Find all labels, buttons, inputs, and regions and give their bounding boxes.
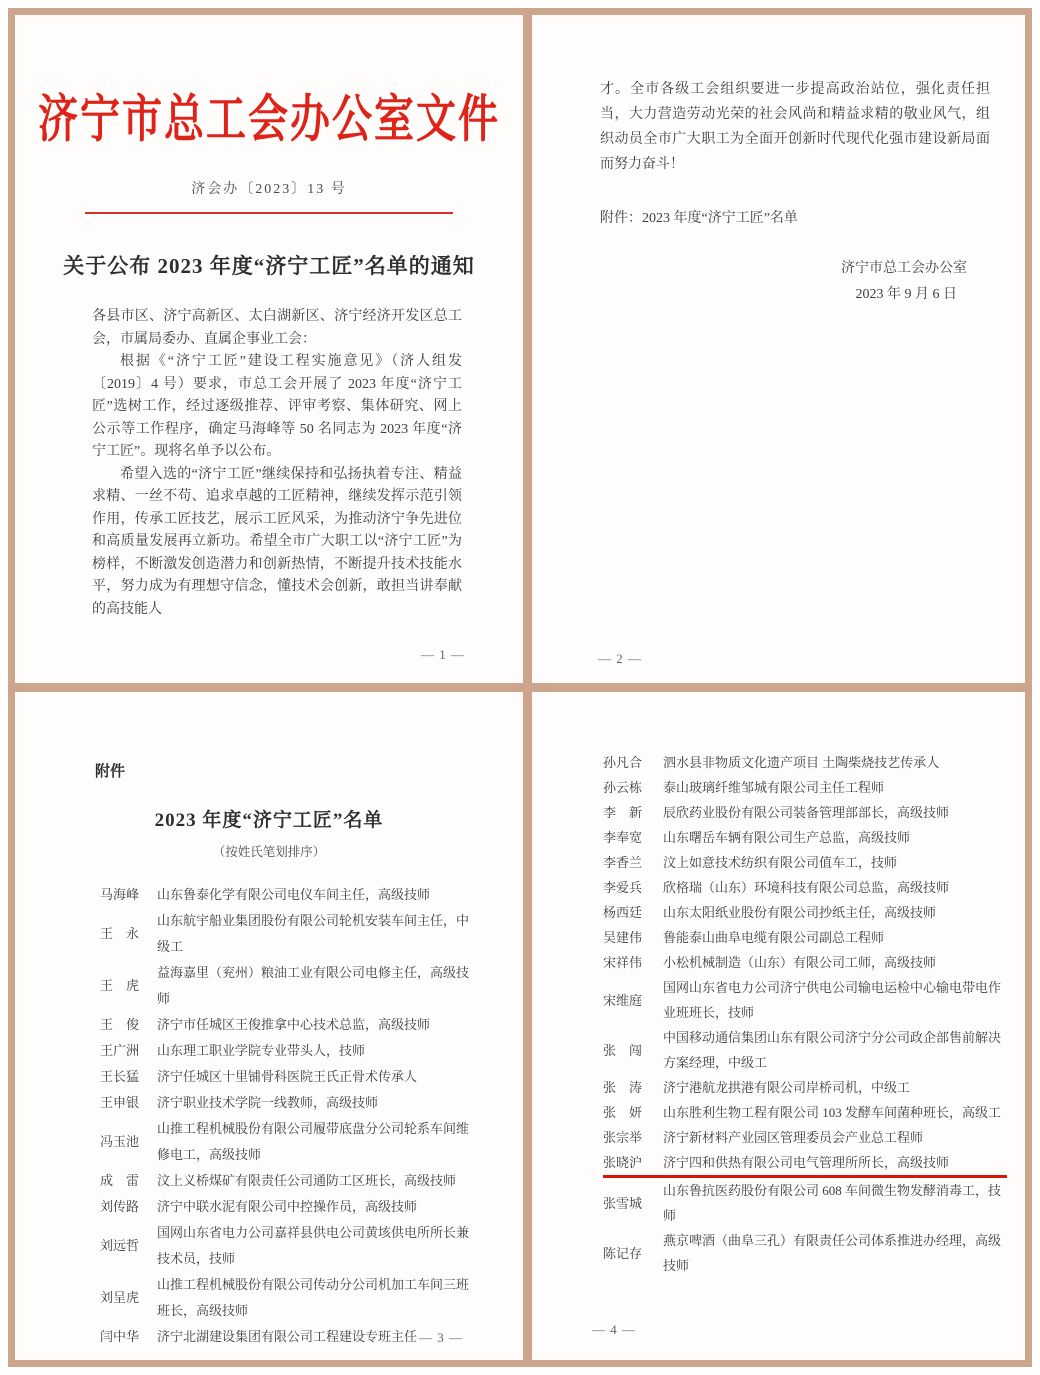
- worker-description: 辰欣药业股份有限公司装备管理部部长，高级技师: [663, 805, 950, 820]
- worker-description: 山东曙岳车辆有限公司生产总监，高级技师: [663, 830, 911, 845]
- list-item: [603, 775, 1007, 800]
- list-item: [100, 1168, 480, 1194]
- worker-description: 山东鲁泰化学有限公司电仪车间主任，高级技师: [157, 887, 431, 902]
- worker-name: 王申银: [100, 1095, 140, 1110]
- worker-description: 小松机械制造（山东）有限公司工师，高级技师: [663, 955, 937, 970]
- worker-name: 刘呈虎: [100, 1290, 140, 1305]
- paragraph: 希望入选的“济宁工匠”继续保持和弘扬执着专注、精益求精、一丝不苟、追求卓越的工匠精神，继续发挥示范引领作用，传承工匠技艺，展示工匠风采，为推动济宁争先进位和高质量发展再立新功。希望全市广大职工以“济宁工匠”为榜样，不断激发创造潜力和创新热情，不断提升技术技能水平，努力成为有理想守信念，懂技术会创新，敢担当讲奉献的高技能人: [92, 466, 462, 617]
- worker-name: 刘传路: [100, 1199, 140, 1214]
- worker-name: 孙凡合: [603, 755, 643, 770]
- worker-description: 山推工程机械股份有限公司传动分公司机加工车间三班班长，高级技师: [157, 1277, 470, 1318]
- list-item: [603, 800, 1007, 825]
- worker-name: 张晓沪: [603, 1155, 643, 1170]
- list-item: [603, 925, 1007, 950]
- list-item: [603, 1125, 1007, 1150]
- horizontal-page-divider: [8, 683, 1032, 692]
- list-item: [603, 1075, 1007, 1100]
- page-number: — 3 —: [419, 1330, 463, 1345]
- worker-description: 山东胜利生物工程有限公司 103 发酵车间菌种班长，高级工: [663, 1105, 1002, 1120]
- page-2-body: 才。全市各级工会组织要进一步提高政治站位，强化责任担当，大力营造劳动光荣的社会风尚和精益求精的敬业风气，组织动员全市广大职工为全面开创新时代现代化强市建设新局面而努力奋斗！: [600, 82, 990, 172]
- red-letterhead-title: 济宁市总工会办公室文件: [38, 90, 500, 149]
- worker-name: 闫中华: [100, 1329, 140, 1344]
- red-rule: [85, 212, 453, 214]
- worker-name: 李奉宽: [603, 830, 643, 845]
- page-4: [532, 692, 1025, 1360]
- list-item: [603, 875, 1007, 900]
- page-3: [15, 692, 523, 1360]
- worker-description: 山东太阳纸业股份有限公司抄纸主任，高级技师: [663, 905, 937, 920]
- page-number: — 4 —: [592, 1322, 636, 1337]
- salutation: 各县市区、济宁高新区、太白湖新区、济宁经济开发区总工会，市属局委办、直属企事业工会：: [92, 309, 462, 347]
- worker-description: 益海嘉里（兖州）粮油工业有限公司电修主任，高级技师: [157, 965, 470, 1006]
- list-item: [100, 1194, 480, 1220]
- page-number: — 1 —: [421, 647, 465, 662]
- list-item: [603, 900, 1007, 925]
- worker-name: 宋维庭: [603, 992, 643, 1008]
- worker-name: 王 俊: [100, 1017, 140, 1032]
- worker-description: 汶上如意技术纺织有限公司值车工，技师: [663, 855, 898, 870]
- list-item: [100, 908, 480, 960]
- worker-description: 山东鲁抗医药股份有限公司 608 车间微生物发酵消毒工，技师: [663, 1183, 1002, 1223]
- worker-description: 山推工程机械股份有限公司履带底盘分公司轮系车间维修电工，高级技师: [157, 1121, 470, 1162]
- worker-description: 济宁职业技术学院一线教师，高级技师: [157, 1095, 379, 1110]
- worker-name: 成 雷: [100, 1173, 140, 1188]
- worker-description: 济宁新材料产业园区管理委员会产业总工程师: [663, 1130, 924, 1145]
- list-item: [603, 1025, 1007, 1075]
- worker-name: 王 永: [100, 926, 140, 941]
- list-item: [603, 850, 1007, 875]
- craftsman-list-continued: [532, 750, 1025, 1278]
- page-1-body: [15, 306, 523, 621]
- document-number: 济会办〔2023〕13 号: [191, 182, 347, 197]
- worker-description: 燕京啤酒（曲阜三孔）有限责任公司体系推进办经理，高级技师: [663, 1233, 1002, 1273]
- list-sort-note: （按姓氏笔划排序）: [212, 845, 326, 859]
- worker-description: 中国移动通信集团山东有限公司济宁分公司政企部售前解决方案经理，中级工: [663, 1030, 1002, 1070]
- worker-name: 王广洲: [100, 1043, 140, 1058]
- page-2: [532, 15, 1025, 683]
- worker-description: 山东理工职业学院专业带头人，技师: [157, 1043, 366, 1058]
- list-item: [603, 1228, 1007, 1278]
- worker-name: 孙云栋: [603, 780, 643, 795]
- list-item: [100, 960, 480, 1012]
- worker-description: 汶上义桥煤矿有限责任公司通防工区班长，高级技师: [157, 1173, 457, 1188]
- worker-description: 济宁港航龙拱港有限公司岸桥司机，中级工: [663, 1080, 911, 1095]
- list-item: [603, 825, 1007, 850]
- attachment-reference: 附件：2023 年度“济宁工匠”名单: [600, 211, 798, 226]
- worker-name: 冯玉池: [100, 1134, 140, 1149]
- list-item: [603, 1178, 1007, 1228]
- worker-name: 王长猛: [100, 1069, 140, 1084]
- page-1: [15, 15, 523, 683]
- worker-name: 陈记存: [603, 1245, 643, 1261]
- list-item: [603, 750, 1007, 775]
- worker-description: 鲁能泰山曲阜电缆有限公司副总工程师: [663, 930, 885, 945]
- craftsman-list: [15, 882, 523, 1350]
- list-item: [603, 1100, 1007, 1125]
- list-item: [603, 1150, 1007, 1178]
- list-item: [100, 1038, 480, 1064]
- list-item: [100, 1090, 480, 1116]
- list-item: [100, 1064, 480, 1090]
- worker-description: 济宁中联水泥有限公司中控操作员，高级技师: [157, 1199, 418, 1214]
- list-item: [603, 950, 1007, 975]
- worker-description: 济宁市任城区王俊推拿中心技术总监，高级技师: [157, 1017, 431, 1032]
- worker-name: 李香兰: [603, 855, 643, 870]
- worker-name: 张 妍: [603, 1105, 643, 1120]
- notice-title: 关于公布 2023 年度“济宁工匠”名单的通知: [63, 254, 475, 278]
- worker-name: 杨西廷: [603, 905, 643, 920]
- worker-description: 济宁北湖建设集团有限公司工程建设专班主任: [157, 1329, 418, 1344]
- worker-name: 张 闯: [603, 1042, 643, 1058]
- list-item: [100, 882, 480, 908]
- paragraph: 根据《“济宁工匠”建设工程实施意见》（济人组发〔2019〕4 号）要求，市总工会开展了 2023 年度“济宁工匠”选树工作，经过逐级推荐、评审考察、集体研究、网上公示等工作程序，确定马海峰等 50 名同志为 2023 年度“济宁工匠”。现将名单予以公布。: [92, 354, 462, 459]
- worker-name: 张宗举: [603, 1130, 643, 1145]
- worker-description: 泰山玻璃纤维邹城有限公司主任工程师: [663, 780, 885, 795]
- list-item: [603, 975, 1007, 1025]
- list-title: 2023 年度“济宁工匠”名单: [154, 810, 384, 831]
- worker-name: 张 涛: [603, 1080, 643, 1095]
- list-item: [100, 1272, 480, 1324]
- worker-name: 吴建伟: [603, 930, 643, 945]
- worker-name: 刘远哲: [100, 1238, 140, 1253]
- worker-description: 济宁四和供热有限公司电气管理所所长，高级技师: [663, 1155, 950, 1170]
- issue-date: 2023 年 9 月 6 日: [855, 287, 957, 302]
- worker-description: 国网山东省电力公司济宁供电公司输电运检中心输电带电作业班班长，技师: [663, 980, 1002, 1020]
- worker-description: 欣格瑞（山东）环境科技有限公司总监，高级技师: [663, 880, 950, 895]
- worker-name: 李 新: [603, 805, 643, 820]
- worker-name: 李爱兵: [603, 880, 643, 895]
- worker-description: 山东航宇船业集团股份有限公司轮机安装车间主任，中级工: [157, 913, 470, 954]
- worker-name: 宋祥伟: [603, 955, 643, 970]
- worker-description: 济宁任城区十里铺骨科医院王氏正骨术传承人: [157, 1069, 418, 1084]
- attachment-label: 附件: [95, 764, 126, 780]
- list-item: [100, 1012, 480, 1038]
- worker-name: 马海峰: [100, 887, 140, 902]
- worker-name: 张雪城: [603, 1195, 643, 1211]
- list-item: [100, 1116, 480, 1168]
- issuing-office-signature: 济宁市总工会办公室: [841, 261, 967, 276]
- list-item: [100, 1220, 480, 1272]
- worker-description: 国网山东省电力公司嘉祥县供电公司黄垓供电所所长兼技术员，技师: [157, 1225, 470, 1266]
- worker-description: 泗水县非物质文化遗产项目 土陶柴烧技艺传承人: [663, 755, 940, 770]
- page-number: — 2 —: [598, 651, 642, 666]
- worker-name: 王 虎: [100, 978, 140, 993]
